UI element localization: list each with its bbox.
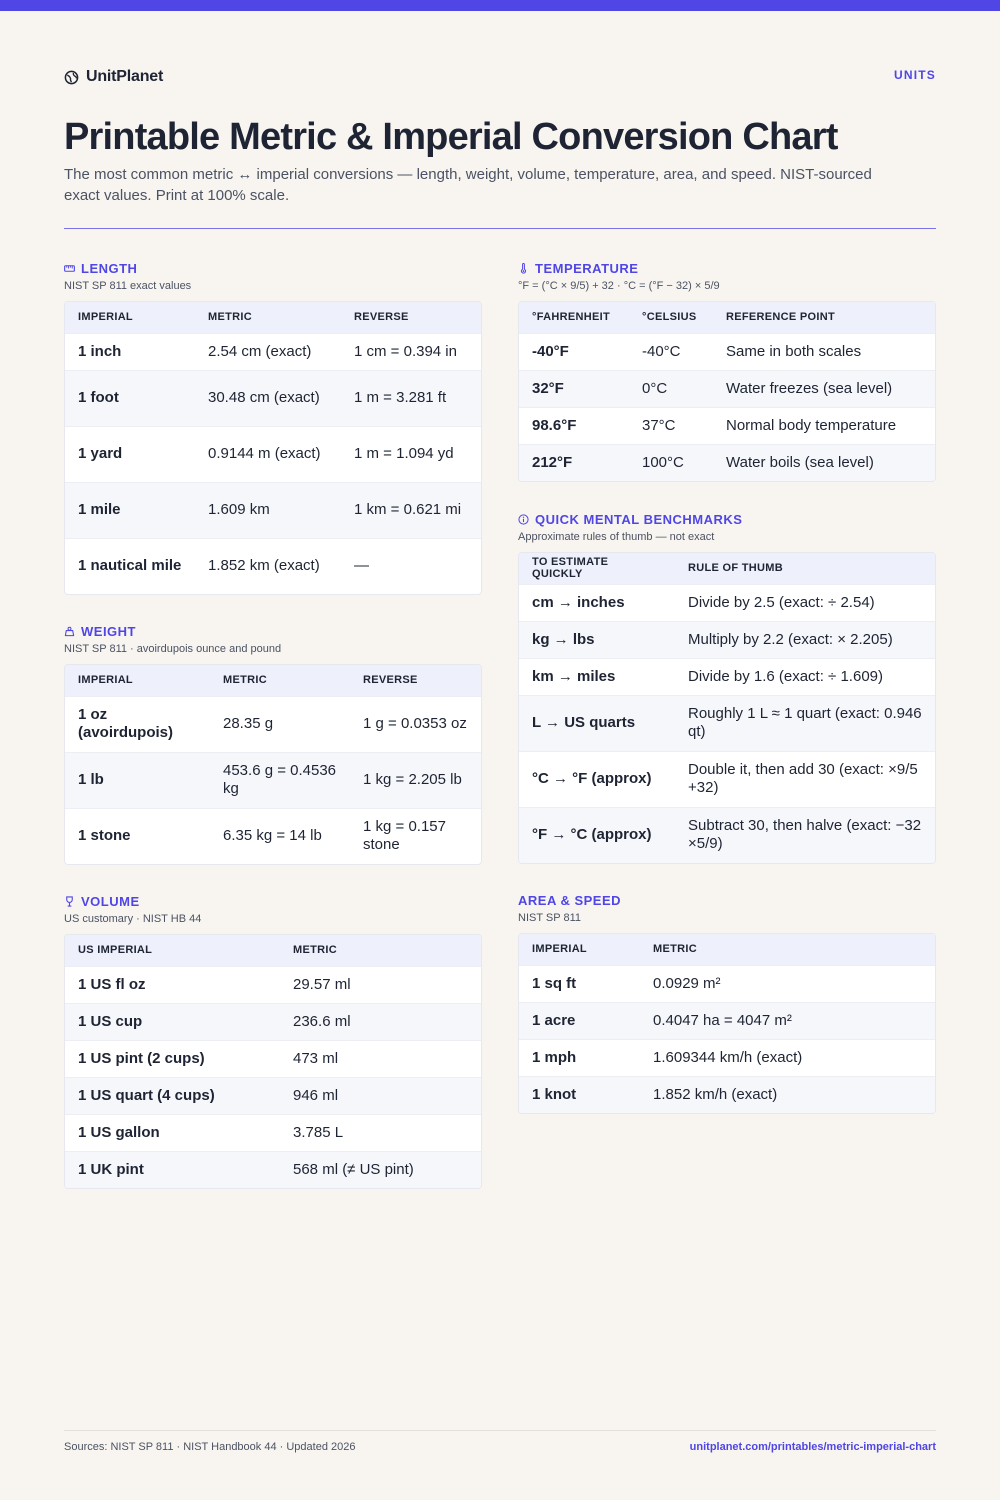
estimate-cell: km → miles xyxy=(519,658,675,695)
column-header: IMPERIAL xyxy=(78,311,133,324)
weight-subtitle: NIST SP 811 · avoirdupois ounce and pound xyxy=(64,643,282,655)
volume-subtitle: US customary · NIST HB 44 xyxy=(64,913,202,925)
table-row xyxy=(65,538,481,594)
reverse-cell: 1 kg = 2.205 lb xyxy=(350,752,481,808)
brand-name: UnitPlanet xyxy=(86,68,164,85)
reverse-cell: 1 km = 0.621 mi xyxy=(341,482,481,538)
celsius-cell: 0°C xyxy=(629,370,713,407)
table-row xyxy=(519,407,935,444)
metric-cell: 2.54 cm (exact) xyxy=(195,333,341,370)
table-row xyxy=(65,808,481,864)
column-header: IMPERIAL xyxy=(532,943,587,956)
table-row xyxy=(65,1077,481,1114)
column-header: TO ESTIMATE QUICKLY xyxy=(532,556,609,581)
weight-title: WEIGHT xyxy=(81,623,136,639)
metric-cell: 1.609 km xyxy=(195,482,341,538)
column-header: METRIC xyxy=(223,674,267,687)
estimate-cell: °C → °F (approx) xyxy=(519,751,675,807)
rule-cell: Double it, then add 30 (exact: ×9/5 +32) xyxy=(675,751,935,807)
table-row xyxy=(519,1002,935,1039)
imperial-cell: 1 sq ft xyxy=(519,965,640,1002)
area-speed-heading xyxy=(518,892,936,908)
imperial-cell: 1 nautical mile xyxy=(65,538,195,594)
table-row xyxy=(519,1076,935,1113)
length-heading xyxy=(64,260,482,276)
table-header-row xyxy=(65,302,481,333)
table-row xyxy=(65,752,481,808)
benchmarks-subtitle: Approximate rules of thumb — not exact xyxy=(518,531,715,543)
reverse-cell: 1 g = 0.0353 oz xyxy=(350,696,481,752)
reverse-cell: 1 m = 1.094 yd xyxy=(341,426,481,482)
metric-cell: 473 ml xyxy=(280,1040,481,1077)
reverse-cell: 1 kg = 0.157 stone xyxy=(350,808,481,864)
metric-cell: 568 ml (≠ US pint) xyxy=(280,1151,481,1188)
imperial-cell: 1 foot xyxy=(65,370,195,426)
column-header: REFERENCE POINT xyxy=(726,311,836,324)
glass-icon xyxy=(64,896,75,907)
length-table xyxy=(64,301,482,595)
metric-cell: 236.6 ml xyxy=(280,1003,481,1040)
imperial-cell: 1 US cup xyxy=(65,1003,280,1040)
rule-cell: Multiply by 2.2 (exact: × 2.205) xyxy=(675,621,935,658)
reverse-cell: 1 m = 3.281 ft xyxy=(341,370,481,426)
column-header: IMPERIAL xyxy=(78,674,133,687)
reference-cell: Normal body temperature xyxy=(713,407,935,444)
weight-table xyxy=(64,664,482,865)
table-row xyxy=(519,658,935,695)
benchmarks-section xyxy=(518,511,936,864)
volume-table xyxy=(64,934,482,1189)
area-speed-subtitle: NIST SP 811 xyxy=(518,912,581,924)
celsius-cell: -40°C xyxy=(629,333,713,370)
weight-heading xyxy=(64,623,482,639)
header-divider xyxy=(64,228,936,229)
celsius-cell: 100°C xyxy=(629,444,713,481)
brand-logo-link[interactable] xyxy=(64,68,163,86)
rule-cell: Divide by 1.6 (exact: ÷ 1.609) xyxy=(675,658,935,695)
temperature-section xyxy=(518,260,936,482)
ruler-icon xyxy=(64,263,75,274)
temperature-heading xyxy=(518,260,936,276)
metric-cell: 29.57 ml xyxy=(280,966,481,1003)
metric-cell: 28.35 g xyxy=(210,696,350,752)
globe-icon xyxy=(64,70,79,85)
area-speed-title: AREA & SPEED xyxy=(518,892,622,908)
table-header-row xyxy=(519,934,935,965)
imperial-cell: 1 acre xyxy=(519,1002,640,1039)
temperature-title: TEMPERATURE xyxy=(535,260,639,276)
rule-cell: Roughly 1 L ≈ 1 quart (exact: 0.946 qt) xyxy=(675,695,935,751)
column-header: METRIC xyxy=(293,944,337,957)
estimate-cell: kg → lbs xyxy=(519,621,675,658)
table-row xyxy=(519,584,935,621)
estimate-cell: °F → °C (approx) xyxy=(519,807,675,863)
benchmarks-heading xyxy=(518,511,936,527)
metric-cell: 0.4047 ha = 4047 m² xyxy=(640,1002,935,1039)
imperial-cell: 1 UK pint xyxy=(65,1151,280,1188)
imperial-cell: 1 lb xyxy=(65,752,210,808)
table-row xyxy=(65,426,481,482)
top-accent-bar xyxy=(0,0,1000,11)
reference-cell: Water boils (sea level) xyxy=(713,444,935,481)
imperial-cell: 1 US fl oz xyxy=(65,966,280,1003)
table-row xyxy=(65,1003,481,1040)
imperial-cell: 1 mph xyxy=(519,1039,640,1076)
imperial-cell: 1 stone xyxy=(65,808,210,864)
table-row xyxy=(65,1114,481,1151)
table-row xyxy=(65,1151,481,1188)
column-header: METRIC xyxy=(208,311,252,324)
footer-url-link[interactable]: unitplanet.com/printables/metric-imperial-chart xyxy=(689,1441,936,1453)
table-row xyxy=(65,482,481,538)
volume-title: VOLUME xyxy=(81,893,140,909)
fahrenheit-cell: -40°F xyxy=(519,333,629,370)
fahrenheit-cell: 32°F xyxy=(519,370,629,407)
table-row xyxy=(65,333,481,370)
imperial-cell: 1 US quart (4 cups) xyxy=(65,1077,280,1114)
metric-cell: 1.852 km/h (exact) xyxy=(640,1076,935,1113)
table-header-row xyxy=(65,935,481,966)
nav-units-link[interactable]: UNITS xyxy=(894,68,936,82)
estimate-cell: L → US quarts xyxy=(519,695,675,751)
table-row xyxy=(65,696,481,752)
volume-heading xyxy=(64,893,482,909)
table-row xyxy=(519,751,935,807)
table-header-row xyxy=(519,302,935,333)
metric-cell: 6.35 kg = 14 lb xyxy=(210,808,350,864)
volume-section xyxy=(64,893,482,1189)
imperial-cell: 1 knot xyxy=(519,1076,640,1113)
imperial-cell: 1 oz (avoirdupois) xyxy=(65,696,210,752)
imperial-cell: 1 US gallon xyxy=(65,1114,280,1151)
column-header: REVERSE xyxy=(354,311,409,324)
imperial-cell: 1 mile xyxy=(65,482,195,538)
metric-cell: 1.852 km (exact) xyxy=(195,538,341,594)
table-row xyxy=(65,1040,481,1077)
table-row xyxy=(519,621,935,658)
table-row xyxy=(519,965,935,1002)
info-icon xyxy=(518,514,529,525)
table-header-row xyxy=(519,553,935,584)
imperial-cell: 1 yard xyxy=(65,426,195,482)
imperial-cell: 1 inch xyxy=(65,333,195,370)
column-header: RULE OF THUMB xyxy=(688,562,783,575)
table-row xyxy=(519,370,935,407)
column-header: METRIC xyxy=(653,943,697,956)
column-header: °FAHRENHEIT xyxy=(532,311,610,324)
temperature-subtitle: °F = (°C × 9/5) + 32 · °C = (°F − 32) × 5/9 xyxy=(518,280,720,292)
page-footer xyxy=(64,1430,936,1464)
temperature-table xyxy=(518,301,936,482)
metric-cell: 1.609344 km/h (exact) xyxy=(640,1039,935,1076)
metric-cell: 453.6 g = 0.4536 kg xyxy=(210,752,350,808)
site-header xyxy=(64,68,936,90)
rule-cell: Subtract 30, then halve (exact: −32 ×5/9) xyxy=(675,807,935,863)
length-subtitle: NIST SP 811 exact values xyxy=(64,280,192,292)
table-row xyxy=(519,333,935,370)
reference-cell: Same in both scales xyxy=(713,333,935,370)
fahrenheit-cell: 212°F xyxy=(519,444,629,481)
reference-cell: Water freezes (sea level) xyxy=(713,370,935,407)
celsius-cell: 37°C xyxy=(629,407,713,444)
table-row xyxy=(519,1039,935,1076)
page-title: Printable Metric & Imperial Conversion Chart xyxy=(64,116,838,158)
column-header: REVERSE xyxy=(363,674,418,687)
column-header: US IMPERIAL xyxy=(78,944,153,957)
area-speed-table xyxy=(518,933,936,1114)
table-row xyxy=(65,966,481,1003)
metric-cell: 3.785 L xyxy=(280,1114,481,1151)
table-row xyxy=(519,807,935,863)
reverse-cell: — xyxy=(341,538,481,594)
footer-sources: Sources: NIST SP 811 · NIST Handbook 44 · Updated 2026 xyxy=(64,1441,356,1453)
imperial-cell: 1 US pint (2 cups) xyxy=(65,1040,280,1077)
metric-cell: 0.0929 m² xyxy=(640,965,935,1002)
table-row xyxy=(519,444,935,481)
weight-section xyxy=(64,623,482,865)
thermometer-icon xyxy=(518,263,529,274)
weight-icon xyxy=(64,626,75,637)
column-header: °CELSIUS xyxy=(642,311,697,324)
fahrenheit-cell: 98.6°F xyxy=(519,407,629,444)
area-speed-section xyxy=(518,892,936,1114)
reverse-cell: 1 cm = 0.394 in xyxy=(341,333,481,370)
length-section xyxy=(64,260,482,595)
table-row xyxy=(65,370,481,426)
benchmarks-table xyxy=(518,552,936,864)
metric-cell: 946 ml xyxy=(280,1077,481,1114)
page-intro: The most common metric ↔ imperial conversions — length, weight, volume, temperature, area, and speed. NIST-sourced exact values. Print at 100% scale. xyxy=(64,166,872,204)
benchmarks-title: QUICK MENTAL BENCHMARKS xyxy=(535,511,743,527)
table-row xyxy=(519,695,935,751)
table-header-row xyxy=(65,665,481,696)
length-title: LENGTH xyxy=(81,260,138,276)
estimate-cell: cm → inches xyxy=(519,584,675,621)
rule-cell: Divide by 2.5 (exact: ÷ 2.54) xyxy=(675,584,935,621)
metric-cell: 30.48 cm (exact) xyxy=(195,370,341,426)
metric-cell: 0.9144 m (exact) xyxy=(195,426,341,482)
